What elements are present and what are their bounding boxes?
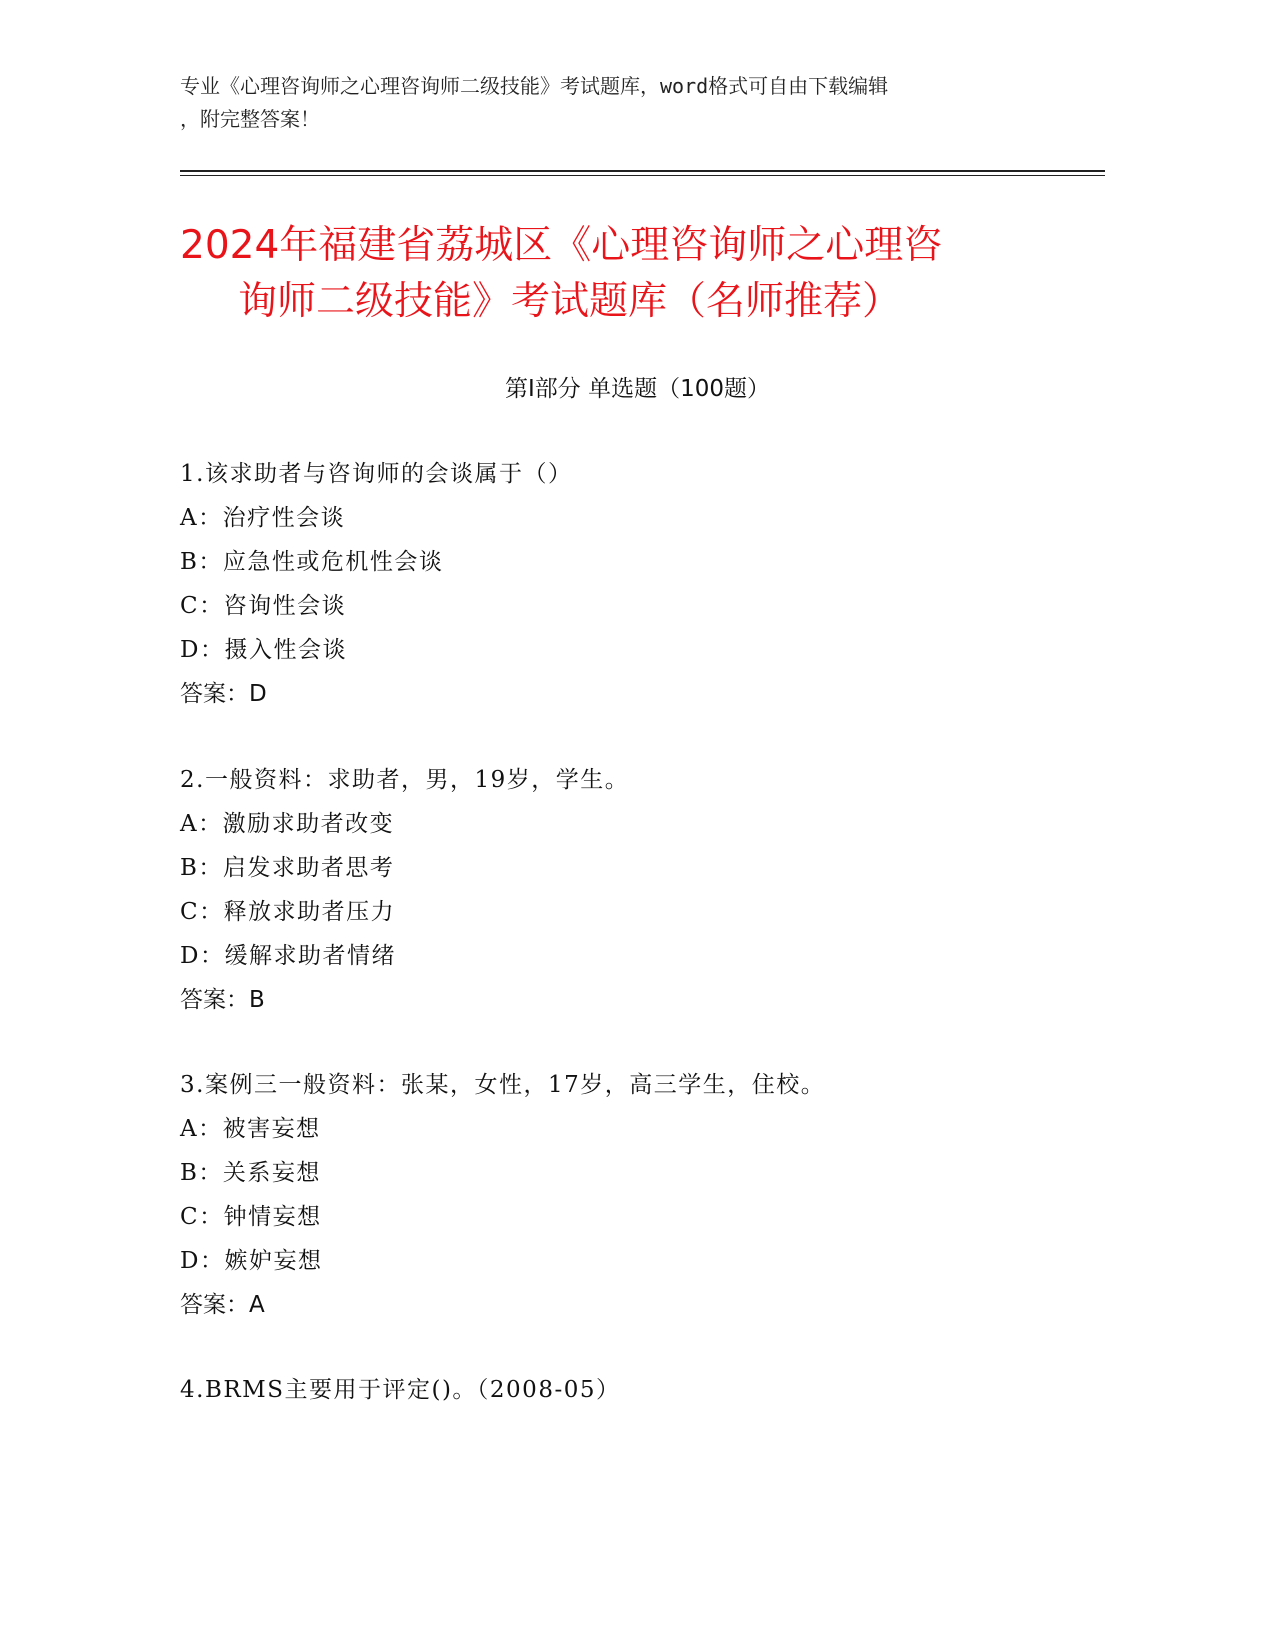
- header-divider: [180, 175, 1105, 176]
- answer-option: A：激励求助者改变: [180, 811, 395, 837]
- answer-option: D：缓解求助者情绪: [180, 943, 396, 969]
- answer-option: B：启发求助者思考: [180, 855, 395, 881]
- question-block: [180, 1063, 1130, 1327]
- answer-option: C：咨询性会谈: [180, 593, 347, 619]
- answer-option: D：摄入性会谈: [180, 637, 347, 663]
- answer-key: 答案：A: [180, 1292, 265, 1318]
- question-block: [180, 1368, 1130, 1412]
- question-stem: 2.一般资料：求助者，男，19岁，学生。: [180, 767, 630, 793]
- question-stem: 4.BRMS主要用于评定()。（2008-05）: [180, 1377, 621, 1403]
- question-block: [180, 758, 1130, 1022]
- document-title-line: 询师二级技能》考试题库（名师推荐）: [238, 279, 902, 324]
- answer-key: 答案：D: [180, 681, 267, 707]
- question-stem: 3.案例三一般资料：张某，女性，17岁，高三学生，住校。: [180, 1072, 826, 1098]
- answer-option: C：钟情妄想: [180, 1204, 322, 1230]
- document-title-line: 2024年福建省荔城区《心理咨询师之心理咨: [180, 223, 943, 268]
- question-stem: 1.该求助者与咨询师的会谈属于（）: [180, 461, 573, 487]
- header-note-line: ，附完整答案！: [180, 107, 320, 131]
- question-block: [180, 452, 1130, 716]
- answer-option: D：嫉妒妄想: [180, 1248, 323, 1274]
- answer-option: A：治疗性会谈: [180, 505, 346, 531]
- section-heading: 第Ⅰ部分 单选题（100题）: [505, 376, 770, 402]
- header-divider: [180, 170, 1105, 172]
- document-title: [180, 218, 1095, 330]
- header-note: [180, 70, 1080, 136]
- answer-option: C：释放求助者压力: [180, 899, 396, 925]
- header-note-line: 专业《心理咨询师之心理咨询师二级技能》考试题库，word格式可自由下载编辑: [180, 74, 889, 98]
- answer-option: A：被害妄想: [180, 1116, 321, 1142]
- answer-key: 答案：B: [180, 987, 265, 1013]
- answer-option: B：应急性或危机性会谈: [180, 549, 444, 575]
- answer-option: B：关系妄想: [180, 1160, 321, 1186]
